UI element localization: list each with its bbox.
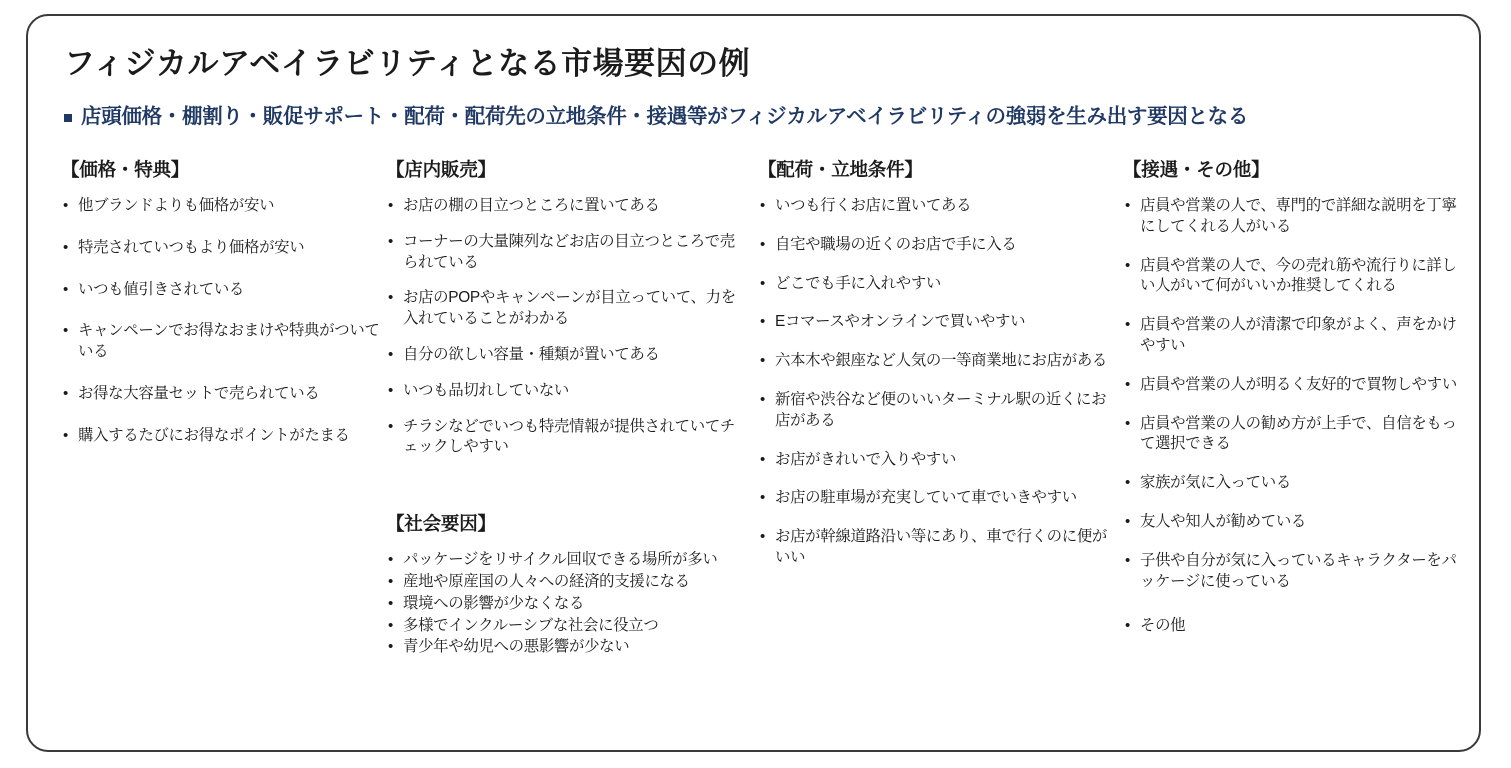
- list-item: • コーナーの大量陳列などお店の目立つところで売られている: [386, 232, 741, 274]
- list-item: • Eコマースやオンラインで買いやすい: [758, 312, 1108, 333]
- list-item: • お得な大容量セットで売られている: [61, 384, 381, 405]
- list-item: • その他: [1123, 616, 1468, 637]
- list-item: • 店員や営業の人が清潔で印象がよく、声をかけやすい: [1123, 315, 1468, 357]
- list-item: • 子供や自分が気に入っているキャラクターをパッケージに使っている: [1123, 551, 1468, 593]
- subtitle-row: [64, 104, 1248, 130]
- list-item: • お店の駐車場が充実していて車でいきやすい: [758, 488, 1108, 509]
- list-item: • いつも品切れしていない: [386, 381, 741, 402]
- column-instore-sales: [386, 156, 741, 659]
- item-list: [1123, 196, 1468, 637]
- list-item: • どこでも手に入れやすい: [758, 274, 1108, 295]
- column-heading: 【接遇・その他】: [1123, 159, 1270, 180]
- column-heading-social: 【社会要因】: [386, 513, 496, 535]
- list-item: • 店員や営業の人が明るく友好的で買物しやすい: [1123, 375, 1468, 396]
- list-item: • お店がきれいで入りやすい: [758, 450, 1108, 471]
- list-item: • いつも行くお店に置いてある: [758, 196, 1108, 217]
- column-service-other: [1123, 156, 1468, 655]
- item-list: [61, 196, 381, 447]
- list-item: • いつも値引きされている: [61, 280, 381, 301]
- column-heading: 【配荷・立地条件】: [758, 159, 923, 180]
- list-item: • 青少年や幼児への悪影響が少ない: [386, 637, 741, 658]
- item-list: [386, 196, 741, 458]
- list-item: • お店のPOPやキャンペーンが目立っていて、力を入れていることがわかる: [386, 288, 741, 330]
- list-item: • 購入するたびにお得なポイントがたまる: [61, 426, 381, 447]
- list-item: • 自分の欲しい容量・種類が置いてある: [386, 345, 741, 366]
- page-title: フィジカルアベイラビリティとなる市場要因の例: [64, 46, 751, 81]
- list-item: • お店が幹線道路沿い等にあり、車で行くのに便がいい: [758, 527, 1108, 569]
- list-item: • パッケージをリサイクル回収できる場所が多い: [386, 550, 741, 571]
- column-heading: 【価格・特典】: [61, 159, 190, 180]
- column-heading: 【店内販売】: [386, 159, 496, 180]
- content-columns: [28, 156, 1479, 748]
- column-price-benefits: [61, 156, 381, 468]
- list-item: • チラシなどでいつも特売情報が提供されていてチェックしやすい: [386, 417, 741, 459]
- square-bullet-icon: [64, 114, 72, 122]
- list-item: • お店の棚の目立つところに置いてある: [386, 196, 741, 217]
- list-item: • 産地や原産国の人々への経済的支援になる: [386, 572, 741, 593]
- list-item: • 自宅や職場の近くのお店で手に入る: [758, 235, 1108, 256]
- item-list: [758, 196, 1108, 569]
- list-item: • 友人や知人が勧めている: [1123, 512, 1468, 533]
- subtitle-text: 店頭価格・棚割り・販促サポート・配荷・配荷先の立地条件・接遇等がフィジカルアベイラビリティの強弱を生み出す要因となる: [81, 105, 1249, 128]
- list-item: • 多様でインクルーシブな社会に役立つ: [386, 616, 741, 637]
- list-item: • 店員や営業の人で、今の売れ筋や流行りに詳しい人がいて何がいいか推奨してくれる: [1123, 256, 1468, 298]
- list-item: • 環境への影響が少なくなる: [386, 594, 741, 615]
- list-item: • 家族が気に入っている: [1123, 473, 1468, 494]
- column-distribution-location: [758, 156, 1108, 587]
- list-item: • 店員や営業の人で、専門的で詳細な説明を丁寧にしてくれる人がいる: [1123, 196, 1468, 238]
- list-item: • 店員や営業の人の勧め方が上手で、自信をもって選択できる: [1123, 414, 1468, 456]
- list-item: • 他ブランドよりも価格が安い: [61, 196, 381, 217]
- item-list-social: [386, 550, 741, 658]
- list-item: • 新宿や渋谷など便のいいターミナル駅の近くにお店がある: [758, 390, 1108, 432]
- slide-frame: [26, 14, 1481, 752]
- list-item: • キャンペーンでお得なおまけや特典がついている: [61, 321, 381, 363]
- list-item: • 特売されていつもより価格が安い: [61, 238, 381, 259]
- list-item: • 六本木や銀座など人気の一等商業地にお店がある: [758, 351, 1108, 372]
